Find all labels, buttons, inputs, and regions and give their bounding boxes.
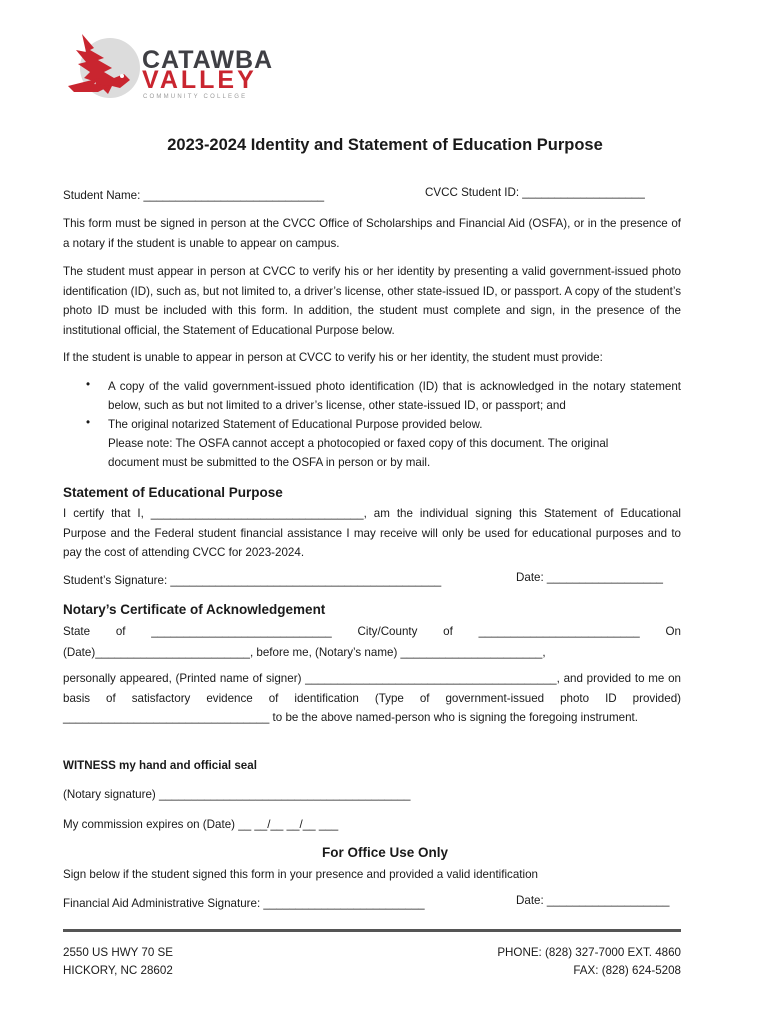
logo-wordmark-line2: VALLEY [142, 66, 257, 94]
student-id-field[interactable]: CVCC Student ID: ___________________ [425, 186, 645, 199]
notary-state-field[interactable]: ____________________________ [151, 625, 332, 638]
footer-phone: PHONE: (828) 327-7000 EXT. 4860 [497, 946, 681, 959]
logo-wordmark-line1: CATAWBA [142, 46, 274, 74]
footer-fax: FAX: (828) 624-5208 [573, 964, 681, 977]
admin-date-field[interactable]: Date: ___________________ [516, 894, 670, 907]
footer-address-line1: 2550 US HWY 70 SE [63, 946, 173, 959]
bullet-dot: • [86, 378, 91, 391]
admin-signature-field[interactable]: Financial Aid Administrative Signature: _________________________ [63, 897, 425, 910]
footer-address-line2: HICKORY, NC 28602 [63, 964, 173, 977]
notary-state-label: State [63, 625, 91, 638]
bullet-item: A copy of the valid government-issued photo identification (ID) that is acknowledged in the notary statement below, such as but not limited to a driver’s license, other state-issued ID, or passport; and [108, 380, 681, 412]
page-title: 2023-2024 Identity and Statement of Education Purpose [167, 136, 603, 154]
office-heading: For Office Use Only [321, 845, 449, 860]
student-date-field[interactable]: Date: __________________ [516, 571, 663, 584]
logo-wordmark-line3: COMMUNITY COLLEGE [143, 94, 248, 100]
notary-date-row[interactable]: (Date)________________________, before me, (Notary’s name) ______________________, [63, 646, 546, 659]
unable-paragraph: If the student is unable to appear in person at CVCC to verify his or her identity, the student must provide: [63, 351, 603, 364]
certify-paragraph: I certify that I, _________________________________, am the individual signing this Statement of Educational Purpose and the Federal student financial assistance I may receive will only be used for educational purposes and to pay the cost of attending CVCC for 2023-2024. [63, 507, 681, 559]
sep-heading: Statement of Educational Purpose [63, 485, 283, 500]
notary-state-row [63, 625, 681, 638]
appear-paragraph: The student must appear in person at CVCC to verify his or her identity by presenting a valid government-issued photo identification (ID), such as, but not limited to, a driver’s license, other state-issued ID, or passport. A copy of the student’s photo ID must be included with this form. In addition, the student must complete and sign, in the presence of the institutional official, the Statement of Educational Purpose below. [63, 265, 682, 337]
bullet-note-line: Please note: The OSFA cannot accept a photocopied or faxed copy of this document. The original [108, 437, 609, 450]
notary-county-label: City/County [357, 625, 418, 638]
notary-county-field[interactable]: _________________________ [478, 625, 640, 638]
notary-of-label: of [443, 625, 453, 638]
commission-date-field[interactable]: My commission expires on (Date) __ __/__ __/__ ___ [63, 818, 339, 831]
bullet-dot: • [86, 416, 91, 429]
bullet-item: The original notarized Statement of Educational Purpose provided below. [108, 418, 483, 431]
notary-on-label: On [665, 625, 681, 638]
notary-paragraph: personally appeared, (Printed name of signer) _______________________________________, and provided to me on basis of satisfactory evidence of identification (Type of government-issued photo ID provided) ________________________________ to be the above named-person who is signing the foregoing instrument. [63, 672, 681, 724]
notary-signature-field[interactable]: (Notary signature) _______________________________________ [63, 788, 411, 801]
hawk-logo-icon [64, 28, 144, 104]
student-signature-field[interactable]: Student’s Signature: __________________________________________ [63, 574, 442, 587]
office-paragraph: Sign below if the student signed this form in your presence and provided a valid identification [63, 868, 538, 881]
notary-of-label: of [115, 625, 126, 638]
footer-divider [63, 929, 681, 932]
bullet-note-line: document must be submitted to the OSFA in person or by mail. [108, 456, 431, 469]
footer-address [63, 944, 173, 980]
witness-label: WITNESS my hand and official seal [63, 759, 257, 772]
notary-heading: Notary’s Certificate of Acknowledgement [63, 602, 326, 617]
student-name-field[interactable]: Student Name: ____________________________ [63, 189, 325, 202]
intro-paragraph: This form must be signed in person at the CVCC Office of Scholarships and Financial Aid (OSFA), or in the presence of a notary if the student is unable to appear on campus. [63, 217, 681, 250]
footer-contact [497, 944, 681, 980]
